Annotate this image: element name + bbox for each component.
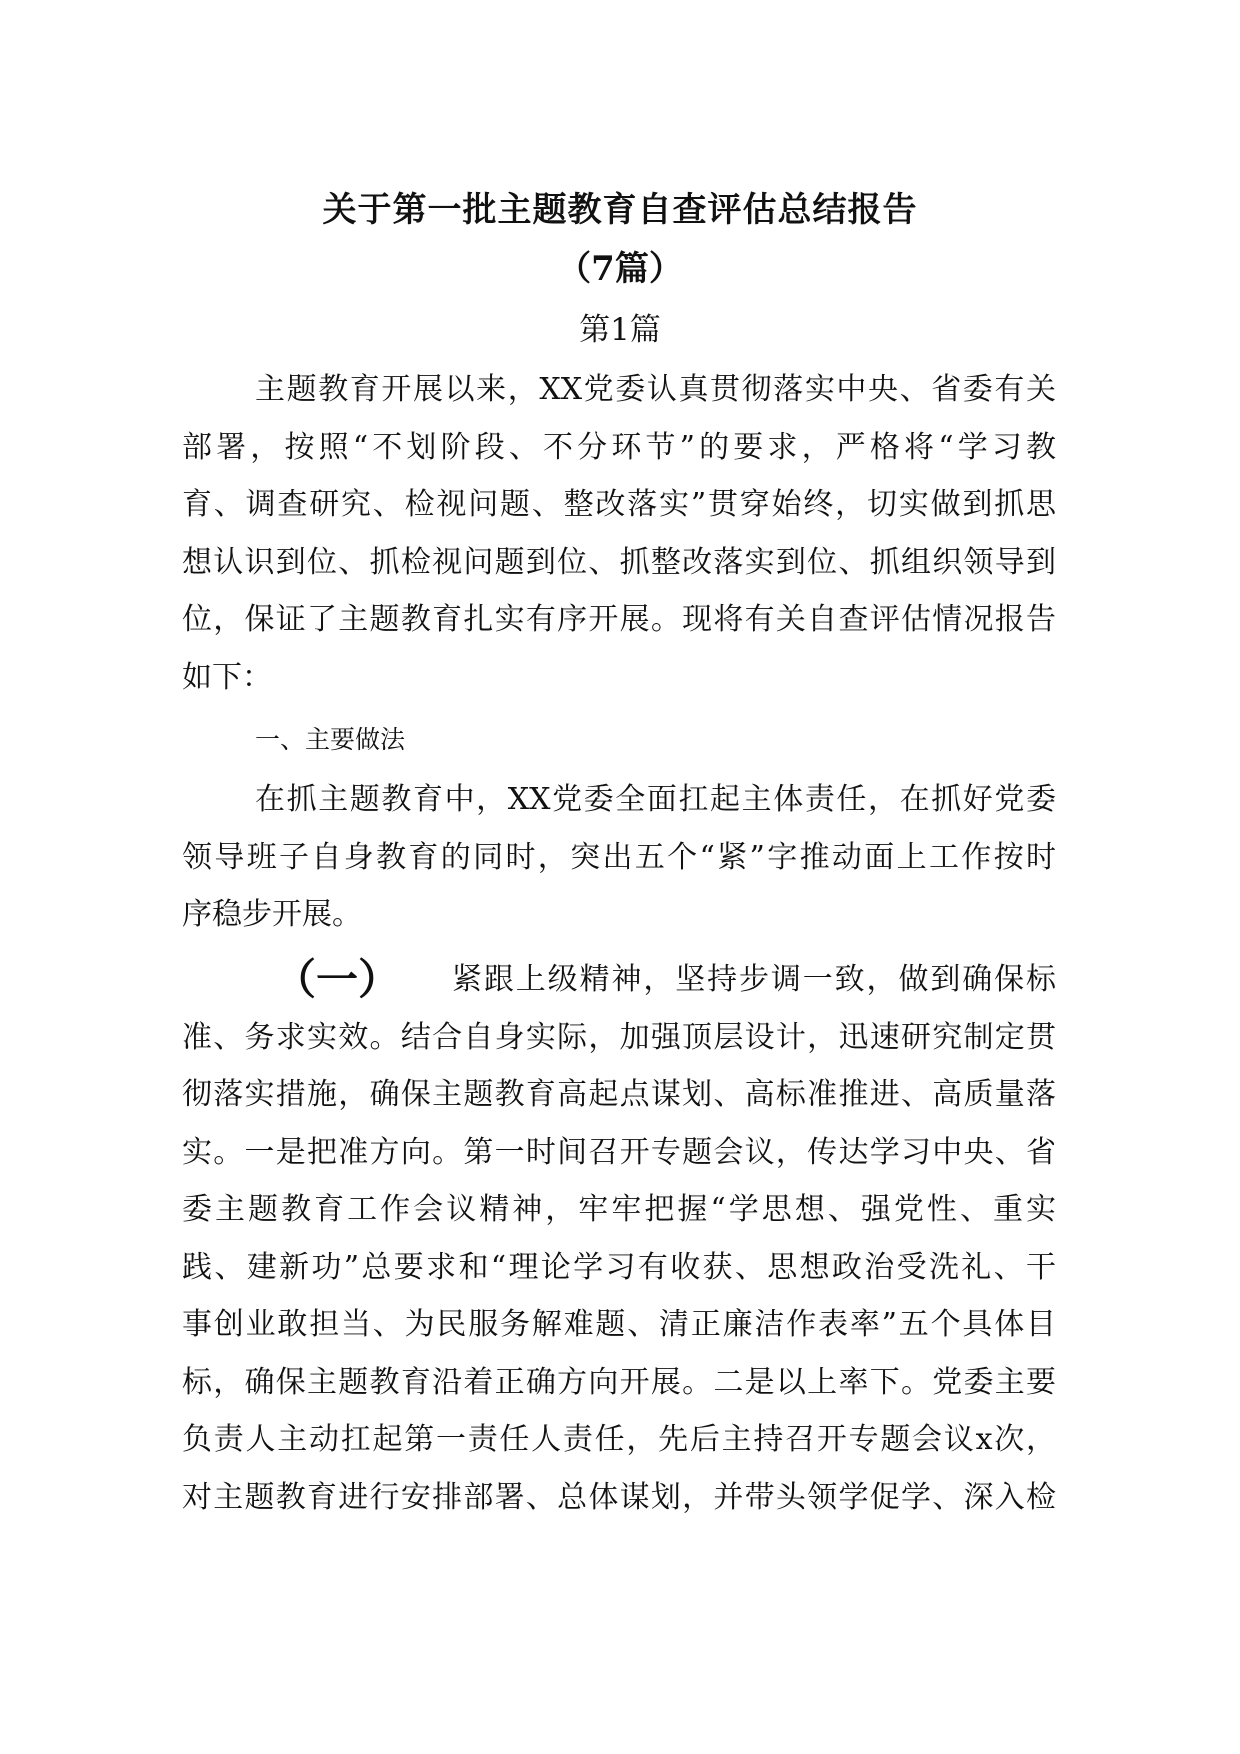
item-marker: （一） (274, 955, 401, 1004)
intro-line: 位，保证了主题教育扎实有序开展。现将有关自查评估情况报告 (182, 602, 1056, 637)
item-line: 实。一是把准方向。第一时间召开专题会议，传达学习中央、省 (182, 1134, 1056, 1170)
item-line: 标，确保主题教育沿着正确方向开展。二是以上率下。党委主要 (182, 1364, 1056, 1400)
overview-line: 在抓主题教育中，XX党委全面扛起主体责任，在抓好党委 (255, 782, 1056, 817)
item-first-line (182, 951, 1056, 1009)
overview-paragraph (182, 771, 1056, 944)
item-line: 事创业敢担当、为民服务解难题、清正廉洁作表率”五个具体目 (182, 1307, 1056, 1342)
item-line: 对主题教育进行安排部署、总体谋划，并带头领学促学、深入检 (182, 1479, 1056, 1515)
item-line: 委主题教育工作会议精神，牢牢把握“学思想、强党性、重实 (182, 1192, 1056, 1227)
intro-line: 主题教育开展以来，XX党委认真贯彻落实中央、省委有关 (255, 372, 1056, 407)
item-paragraph (182, 951, 1056, 1526)
item-line: 紧跟上级精神，坚持步调一致，做到确保标 (452, 962, 1056, 997)
item-line: 负责人主动扛起第一责任人责任，先后主持召开专题会议x次， (182, 1422, 1056, 1457)
intro-line: 想认识到位、抓检视问题到位、抓整改落实到位、抓组织领导到 (182, 544, 1056, 580)
intro-line: 育、调查研究、检视问题、整改落实”贯穿始终，切实做到抓思 (182, 487, 1056, 522)
part-label: 第1篇 (579, 312, 661, 348)
item-line: 准、务求实效。结合自身实际，加强顶层设计，迅速研究制定贯 (182, 1019, 1056, 1055)
section-heading: 一、主要做法 (255, 725, 406, 754)
overview-line: 领导班子自身教育的同时，突出五个“紧”字推动面上工作按时 (182, 839, 1056, 875)
item-line: 彻落实措施，确保主题教育高起点谋划、高标准推进、高质量落 (182, 1077, 1056, 1112)
intro-line: 部署，按照“不划阶段、不分环节”的要求，严格将“学习教 (182, 429, 1056, 465)
intro-line: 如下： (182, 659, 272, 695)
document-title: 关于第一批主题教育自查评估总结报告 (322, 190, 918, 230)
item-line: 践、建新功”总要求和“理论学习有收获、思想政治受洗礼、干 (182, 1249, 1056, 1285)
document-subtitle: （7篇） (557, 249, 683, 289)
intro-paragraph (182, 361, 1056, 706)
overview-line: 序稳步开展。 (182, 897, 362, 932)
